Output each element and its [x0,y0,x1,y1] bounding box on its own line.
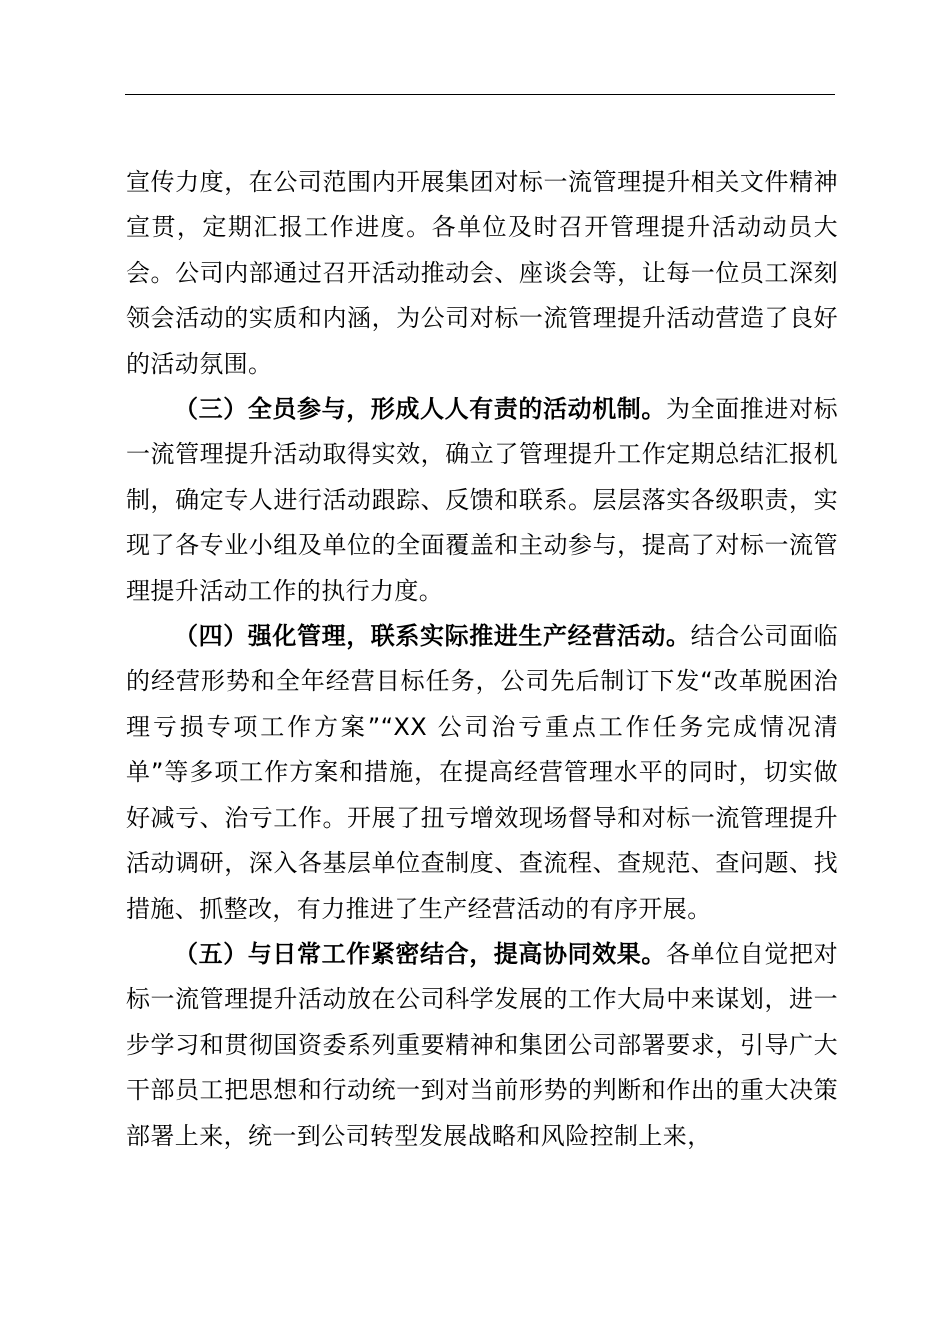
paragraph-text: 为全面推进对标一流管理提升活动取得实效，确立了管理提升工作定期总结汇报机制，确定专人进行活动跟踪、反馈和联系。层层落实各级职责，实现了各专业小组及单位的全面覆盖和主动参与，提高了对标一流管理提升活动工作的执行力度。 [126,395,838,605]
section-heading-3: （三）全员参与，形成人人有责的活动机制。 [174,395,666,424]
section-heading-5: （五）与日常工作紧密结合，提高协同效果。 [174,939,666,968]
paragraph-section-3 [126,387,838,614]
paragraph-section-4 [126,614,838,932]
section-heading-4: （四）强化管理，联系实际推进生产经营活动。 [174,622,691,651]
paragraph-continuation [126,160,838,387]
paragraph-section-5 [126,932,838,1159]
paragraph-text: 各单位自觉把对标一流管理提升活动放在公司科学发展的工作大局中来谋划，进一步学习和贯彻国资委系列重要精神和集团公司部署要求，引导广大干部员工把思想和行动统一到对当前形势的判断和作出的重大决策部署上来，统一到公司转型发展战略和风险控制上来， [126,939,838,1150]
paragraph-text: 结合公司面临的经营形势和全年经营目标任务，公司先后制订下发“改革脱困治理亏损专项工作方案”“XX 公司治亏重点工作任务完成情况清单”等多项工作方案和措施，在提高经营管理水平的同时，切实做好减亏、治亏工作。开展了扭亏增效现场督导和对标一流管理提升活动调研，深入各基层单位查制度、查流程、查规范、查问题、找措施、抓整改，有力推进了生产经营活动的有序开展。 [126,622,838,923]
header-rule [125,94,835,95]
paragraph-text: 宣传力度，在公司范围内开展集团对标一流管理提升相关文件精神宣贯，定期汇报工作进度。各单位及时召开管理提升活动动员大会。公司内部通过召开活动推动会、座谈会等，让每一位员工深刻领会活动的实质和内涵，为公司对标一流管理提升活动营造了良好的活动氛围。 [126,168,838,378]
document-body [126,160,838,1159]
